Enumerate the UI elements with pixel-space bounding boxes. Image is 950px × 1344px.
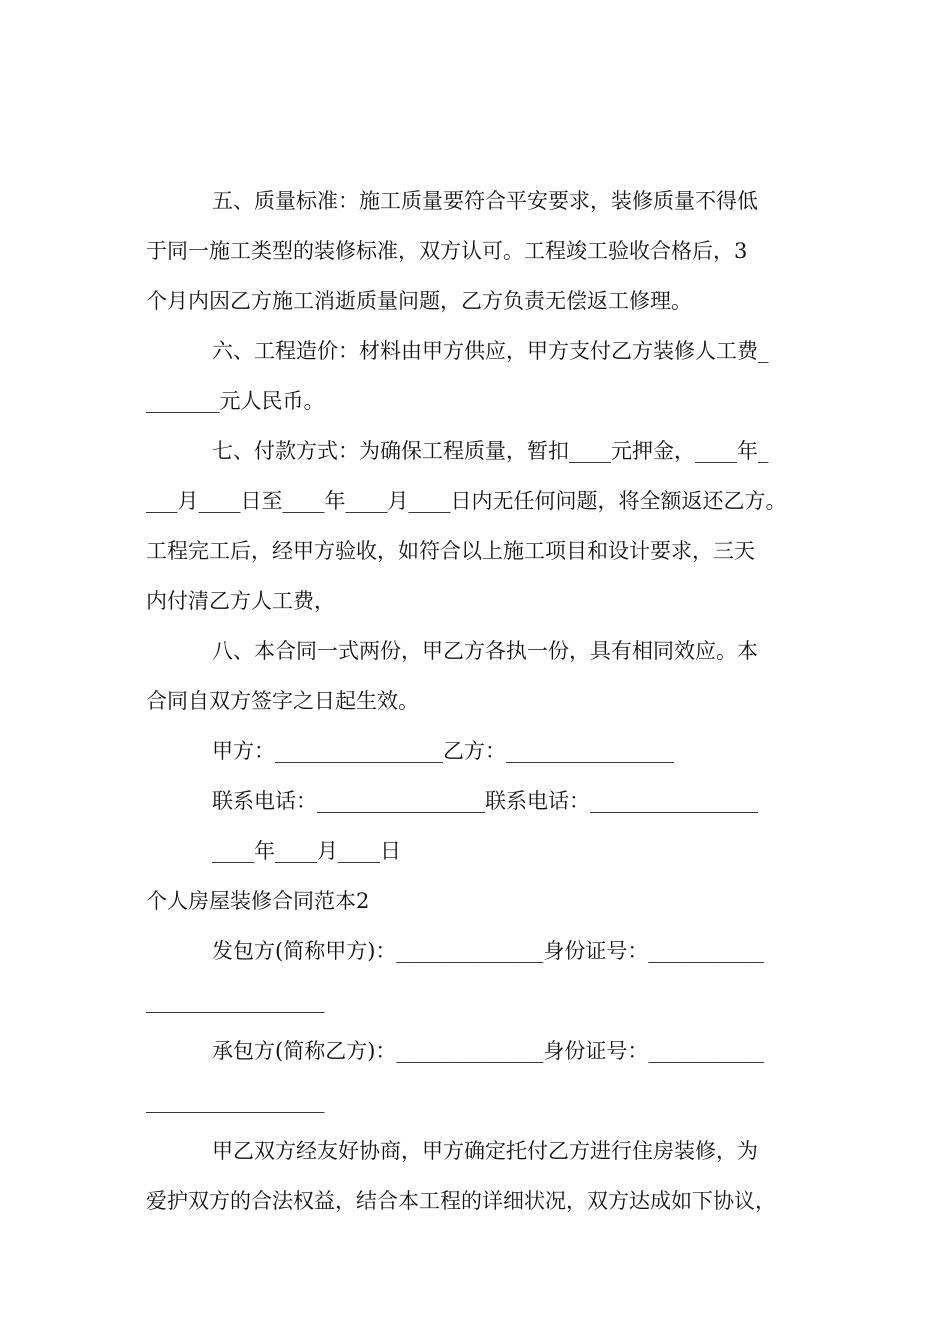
clause-7-line-3: 工程完工后，经甲方验收，如符合以上施工项目和设计要求，三天 [146, 539, 755, 563]
clause-6-line-1: 六、工程造价：材料由甲方供应，甲方支付乙方装修人工费_ [212, 339, 769, 363]
clause-7-line-2: ___月____日至____年____月____日内无任何问题，将全额返还乙方。 [146, 489, 787, 513]
party-b-id-continued: _________________ [146, 1089, 325, 1113]
clause-8-line-1: 八、本合同一式两份，甲乙方各执一份，具有相同效应。本 [212, 639, 758, 663]
party-b-line: 承包方(简称乙方)：______________身份证号：___________ [212, 1039, 764, 1063]
signature-parties: 甲方：________________乙方：________________ [212, 739, 674, 763]
preamble-line-2: 爱护双方的合法权益，结合本工程的详细状况，双方达成如下协议， [146, 1189, 776, 1213]
party-a-line: 发包方(简称甲方)：______________身份证号：___________ [212, 939, 764, 963]
clause-5-line-3: 个月内因乙方施工消逝质量问题，乙方负责无偿返工修理。 [146, 289, 692, 313]
party-a-id-continued: _________________ [146, 989, 325, 1013]
section-title: 个人房屋装修合同范本2 [146, 889, 370, 913]
signature-date: ____年____月____日 [212, 839, 401, 863]
clause-6-line-2: _______元人民币。 [146, 389, 325, 413]
preamble-line-1: 甲乙双方经友好协商，甲方确定托付乙方进行住房装修，为 [212, 1139, 758, 1163]
clause-7-line-4: 内付清乙方人工费， [146, 589, 335, 613]
clause-8-line-2: 合同自双方签字之日起生效。 [146, 689, 419, 713]
clause-5-line-2: 于同一施工类型的装修标准，双方认可。工程竣工验收合格后，3 [146, 239, 748, 263]
clause-5-line-1: 五、质量标准：施工质量要符合平安要求，装修质量不得低 [212, 189, 758, 213]
clause-7-line-1: 七、付款方式：为确保工程质量，暂扣____元押金，____年_ [212, 439, 769, 463]
signature-phones: 联系电话：________________联系电话：________________ [212, 789, 758, 813]
